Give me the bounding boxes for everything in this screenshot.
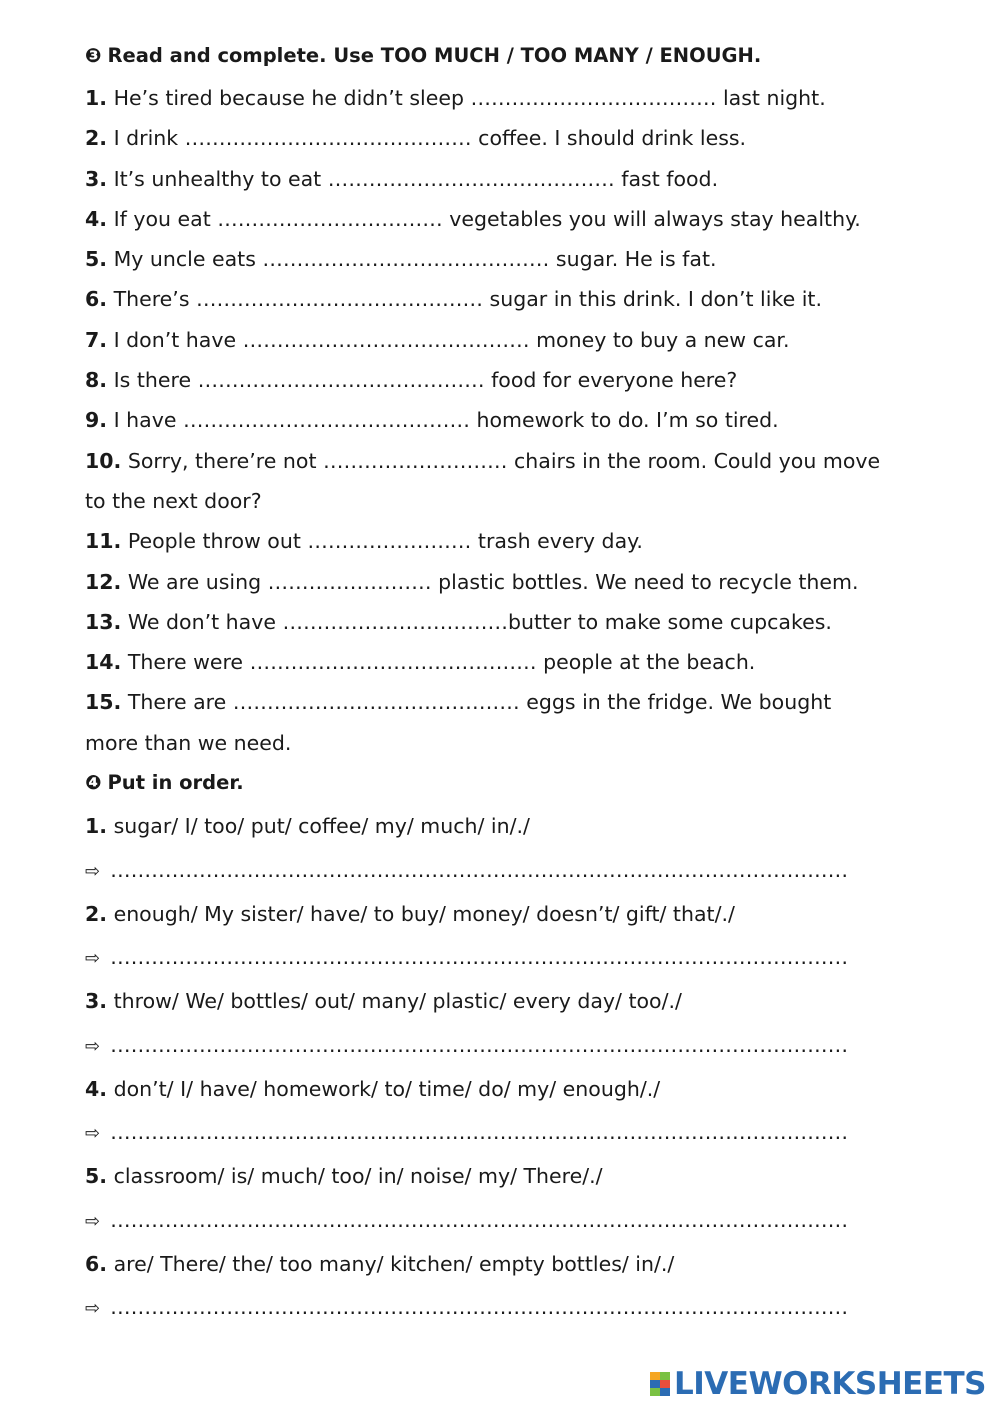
item-number: 12.	[85, 569, 122, 594]
exercise-3-list	[85, 78, 965, 763]
item-text: It’s unhealthy to eat …………………………………… fast food.	[107, 166, 719, 191]
item-number: 15.	[85, 690, 122, 715]
answer-line[interactable]	[85, 849, 965, 893]
exercise-4-item	[85, 1155, 965, 1199]
arrow-icon: ⇨	[85, 1298, 101, 1320]
item-text: We are using …………………… plastic bottles. We need to recycle them.	[121, 569, 859, 594]
arrow-icon: ⇨	[85, 1123, 101, 1145]
item-number: 14.	[85, 650, 122, 675]
worksheet	[85, 38, 965, 1330]
answer-line[interactable]	[85, 1024, 965, 1068]
answer-blank[interactable]: ………………………………………………………………………………………………	[110, 857, 849, 882]
liveworksheets-logo-text: LIVEWORKSHEETS	[674, 1366, 986, 1402]
item-text: There are …………………………………… eggs in the fridge. We bought	[121, 690, 832, 715]
arrow-icon: ⇨	[85, 1210, 101, 1232]
item-text: enough/ My sister/ have/ to buy/ money/ doesn’t/ gift/ that/./	[107, 901, 735, 926]
answer-line[interactable]	[85, 1286, 965, 1330]
answer-line[interactable]	[85, 1111, 965, 1155]
item-text: I have …………………………………… homework to do. I’m so tired.	[107, 408, 779, 433]
exercise-4-item	[85, 980, 965, 1024]
exercise-4-item	[85, 1243, 965, 1287]
exercise-3-heading	[85, 38, 965, 78]
exercise-3-item	[85, 481, 965, 521]
item-text: We don’t have ……………………………butter to make some cupcakes.	[121, 609, 832, 634]
item-text: more than we need.	[85, 730, 292, 755]
exercise-3-item	[85, 239, 965, 279]
answer-blank[interactable]: ………………………………………………………………………………………………	[110, 1295, 849, 1320]
answer-blank[interactable]: ………………………………………………………………………………………………	[110, 1120, 849, 1145]
answer-blank[interactable]: ………………………………………………………………………………………………	[110, 945, 849, 970]
exercise-3-item	[85, 118, 965, 158]
exercise-3-item	[85, 279, 965, 319]
item-text: to the next door?	[85, 488, 262, 513]
exercise-3-title: Read and complete. Use TOO MUCH / TOO MANY / ENOUGH.	[107, 44, 762, 67]
item-number: 3.	[85, 166, 108, 191]
exercise-4-item	[85, 1068, 965, 1112]
item-text: don’t/ I/ have/ homework/ to/ time/ do/ my/ enough/./	[107, 1076, 661, 1101]
item-number: 9.	[85, 408, 108, 433]
exercise-4-bullet: ❹	[85, 771, 102, 795]
exercise-3-item	[85, 78, 965, 118]
item-text: are/ There/ the/ too many/ kitchen/ empty bottles/ in/./	[107, 1251, 675, 1276]
item-text: He’s tired because he didn’t sleep ……………………………… last night.	[107, 86, 826, 110]
liveworksheets-logo	[650, 1365, 986, 1403]
answer-line[interactable]	[85, 936, 965, 980]
item-text: There were …………………………………… people at the beach.	[121, 650, 756, 675]
answer-blank[interactable]: ………………………………………………………………………………………………	[110, 1032, 849, 1057]
exercise-4-heading	[85, 765, 965, 805]
item-number: 8.	[85, 368, 108, 393]
item-number: 5.	[85, 247, 108, 272]
item-text: Sorry, there’re not ……………………… chairs in the room. Could you move	[121, 448, 881, 473]
exercise-3-item	[85, 642, 965, 682]
exercise-4-item	[85, 893, 965, 937]
item-number: 11.	[85, 529, 122, 554]
arrow-icon: ⇨	[85, 948, 101, 970]
item-number: 4.	[85, 1076, 108, 1101]
exercise-3-item	[85, 320, 965, 360]
exercise-3-item	[85, 441, 965, 481]
exercise-3-item	[85, 723, 965, 763]
item-text: People throw out …………………… trash every day.	[121, 529, 643, 554]
exercise-3-item	[85, 360, 965, 400]
item-number: 6.	[85, 287, 108, 312]
item-text: There’s …………………………………… sugar in this drink. I don’t like it.	[107, 287, 822, 312]
item-number: 2.	[85, 126, 108, 151]
exercise-3-item	[85, 602, 965, 642]
item-text: sugar/ I/ too/ put/ coffee/ my/ much/ in/./	[107, 814, 530, 839]
item-text: I drink …………………………………… coffee. I should drink less.	[107, 126, 747, 151]
item-number: 4.	[85, 206, 108, 231]
item-text: throw/ We/ bottles/ out/ many/ plastic/ every day/ too/./	[107, 989, 682, 1014]
item-text: If you eat …………………………… vegetables you will always stay healthy.	[107, 206, 861, 231]
item-text: My uncle eats …………………………………… sugar. He is fat.	[107, 247, 717, 272]
item-text: classroom/ is/ much/ too/ in/ noise/ my/ There/./	[107, 1164, 603, 1189]
item-number: 1.	[85, 814, 108, 839]
answer-line[interactable]	[85, 1199, 965, 1243]
item-text: I don’t have …………………………………… money to buy a new car.	[107, 327, 790, 352]
exercise-4-item	[85, 805, 965, 849]
item-number: 10.	[85, 448, 122, 473]
exercise-3-item	[85, 521, 965, 561]
item-number: 1.	[85, 86, 108, 110]
exercise-3-item	[85, 199, 965, 239]
item-number: 7.	[85, 327, 108, 352]
arrow-icon: ⇨	[85, 1035, 101, 1057]
exercise-3-bullet: ❸	[85, 44, 102, 67]
item-text: Is there …………………………………… food for everyone here?	[107, 368, 738, 393]
exercise-3-item	[85, 562, 965, 602]
liveworksheets-logo-icon	[650, 1372, 670, 1396]
answer-blank[interactable]: ………………………………………………………………………………………………	[110, 1207, 849, 1232]
exercise-4-title: Put in order.	[107, 771, 244, 795]
exercise-3-item	[85, 159, 965, 199]
item-number: 2.	[85, 901, 108, 926]
exercise-4-list	[85, 805, 965, 1330]
item-number: 3.	[85, 989, 108, 1014]
arrow-icon: ⇨	[85, 860, 101, 882]
item-number: 13.	[85, 609, 122, 634]
item-number: 6.	[85, 1251, 108, 1276]
exercise-3-item	[85, 682, 965, 722]
item-number: 5.	[85, 1164, 108, 1189]
exercise-3-item	[85, 400, 965, 440]
